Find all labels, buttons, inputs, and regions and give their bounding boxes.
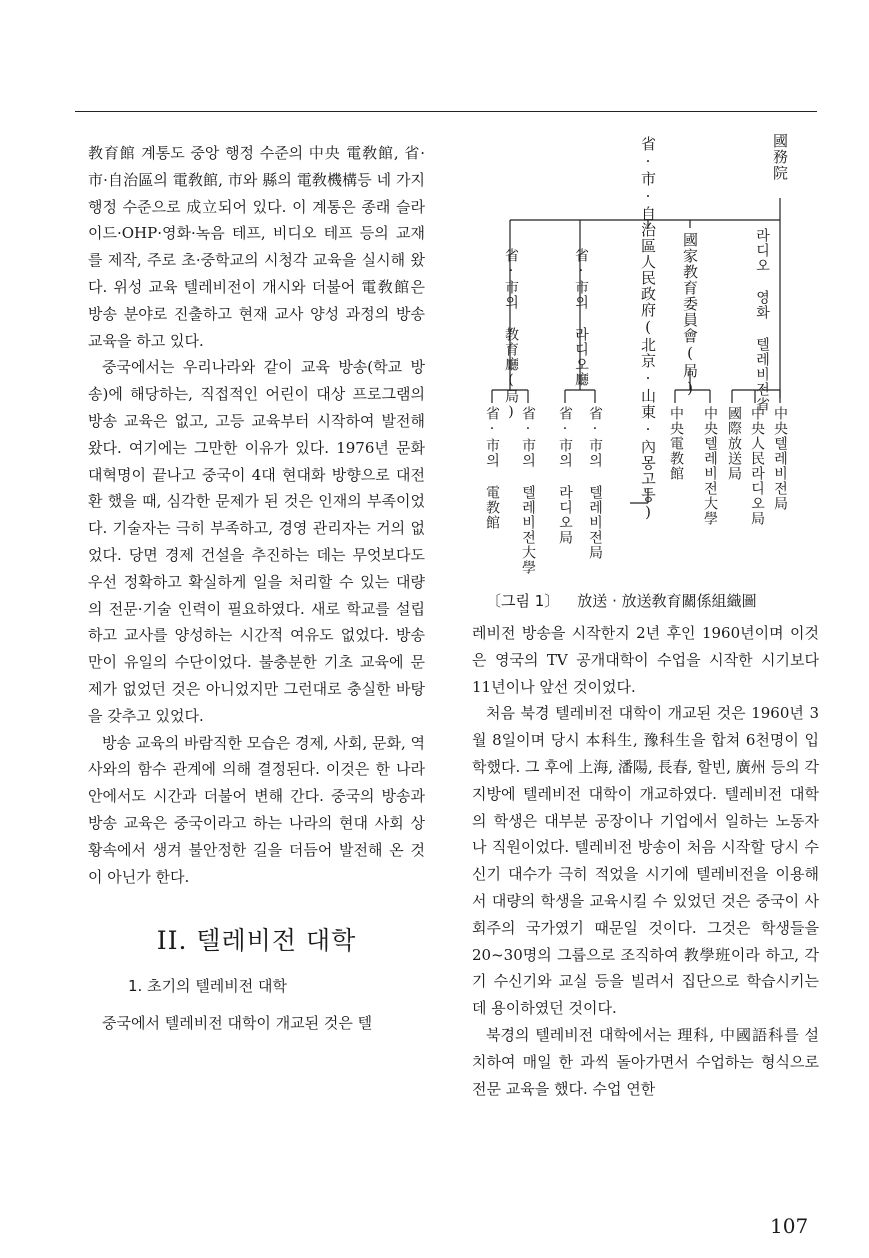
right-column [472,620,819,1102]
paragraph: 방송 교육의 바람직한 모습은 경제, 사회, 문화, 역사와의 함수 관계에 의해 결정된다. 이것은 한 나라 안에서도 시간과 더불어 변해 간다. 중국의 방송과 방송 교육은 중국이라고 하는 나라의 현대 사회 상황속에서 생겨 불안정한 길을 더듬어 발전해 온 것이 아닌가 한다. [88,733,425,886]
node-international-broadcasting: 國際放送局 [726,406,742,481]
paragraph: 레비전 방송을 시작한지 2년 후인 1960년이며 이것은 영국의 TV 공개대학이 수업을 시작한 시기보다 11년이나 앞선 것이었다. [472,624,819,696]
node-provincial-audiovisual-center: 省·市의 電教館 [484,406,500,530]
paragraph: 처음 북경 텔레비전 대학이 개교된 것은 1960년 3월 8일이며 당시 本科生, 豫科生을 합쳐 6천명이 입학했다. 그 후에 上海, 潘陽, 長春, 할빈, 廣州 등의 각 지방에 텔레비전 대학이 개교하였다. 텔레비전 대학의 학생은 대부분 공장이나 기업에서 일하는 노동자나 직원이었다. 텔레비전 방송이 처음 시작할 당시 수신기 대수가 극히 적었을 시기에 텔레비전을 이용해서 대량의 학생을 교육시킬 수 있었던 것은 중국이 사회주의 국가였기 때문일 것이다. 그것은 학생들을 20~30명의 그룹으로 조직하여 教學班이라 하고, 각기 수신기와 교실 등을 빌려서 집단으로 학습시키는 데 용이하였던 것이다. [472,704,819,1018]
caption-title: 放送 · 放送敎育關係組織圖 [577,592,757,610]
node-state-council: 國務院 [771,133,789,181]
node-central-audiovisual-center: 中央電教館 [668,406,684,481]
node-radio-film-tv-ministry: 라디오 영화 텔레비전省 [754,228,770,412]
node-provincial-tv-station: 省·市의 텔레비전局 [587,406,603,560]
page-number: 107 [770,1214,809,1238]
paragraph: 중국에서는 우리나라와 같이 교육 방송(학교 방송)에 해당하는, 직접적인 어린이 대상 프로그램의 방송 교육은 없고, 고등 교육부터 시작하여 발전해 왔다. 여기에는 그만한 이유가 있다. 1976년 문화대혁명이 끝나고 중국이 4대 현대화 방향으로 대전환 했을 때, 심각한 문제가 된 것은 인재의 부족이었다. 기술자는 극히 부족하고, 경영 관리자는 거의 없었다. 당면 경제 건설을 추진하는 데는 무엇보다도 우선 정확하고 확실하게 일을 처리할 수 있는 대량의 전문·기술 인력이 필요하였다. 새로 학교를 설립하고 교사를 양성하는 시간적 여유도 없었다. 방송만이 유일의 수단이었다. 불충분한 기초 교육에 문제가 없었던 것은 아니었지만 그런대로 충실한 바탕을 갖추고 있었다. [88,358,425,725]
paragraph: 教育館 계통도 중앙 행정 수준의 中央 電敎館, 省·市·自治區의 電敎館, 市와 縣의 電敎機構등 네 가지 행정 수준으로 成立되어 있다. 이 계통은 종래 슬라이드·OHP·영화·녹음 테프, 비디오 테프 등의 교재를 제작, 주로 초·중학교의 시청각 교육을 실시해 왔다. 위성 교육 텔레비전이 개시와 더불어 電敎館은 방송 분야로 진출하고 현재 교사 양성 과정의 방송 교육을 하고 있다. [88,144,425,350]
top-rule [75,111,817,112]
node-provincial-education-bureau: 省·市의 教育廳(局) [503,248,519,421]
figure-caption [486,590,757,611]
node-provincial-radio-bureau: 省·市의 라디오廳 [573,248,589,387]
node-state-education-commission: 國家教育委員會(局) [681,232,699,398]
node-provincial-tv-university: 省·市의 텔레비전大學 [520,406,536,575]
node-central-tv-university: 中央텔레비전大學 [702,406,718,526]
left-column [88,140,425,1037]
node-provincial-government: 省·市·自治區人民政府(北京·山東·內몽고등) [639,136,657,522]
paragraph: 중국에서 텔레비전 대학이 개교된 것은 텔 [102,1013,373,1032]
subsection-heading: 1. 초기의 텔레비전 대학 [128,977,288,996]
section-heading: II. 텔레비전 대학 [156,926,357,956]
node-provincial-radio-station: 省·市의 라디오局 [557,406,573,545]
paragraph: 북경의 텔레비전 대학에서는 理科, 中國語科를 설치하여 매일 한 과씩 돌아가면서 수업하는 형식으로 전문 교육을 했다. 수업 연한 [472,1025,819,1098]
org-chart-figure [470,128,820,588]
node-central-tv-station: 中央텔레비전局 [772,406,788,511]
node-central-peoples-radio: 中央人民라디오局 [749,406,765,526]
caption-number: 〔그림 1〕 [486,592,560,610]
